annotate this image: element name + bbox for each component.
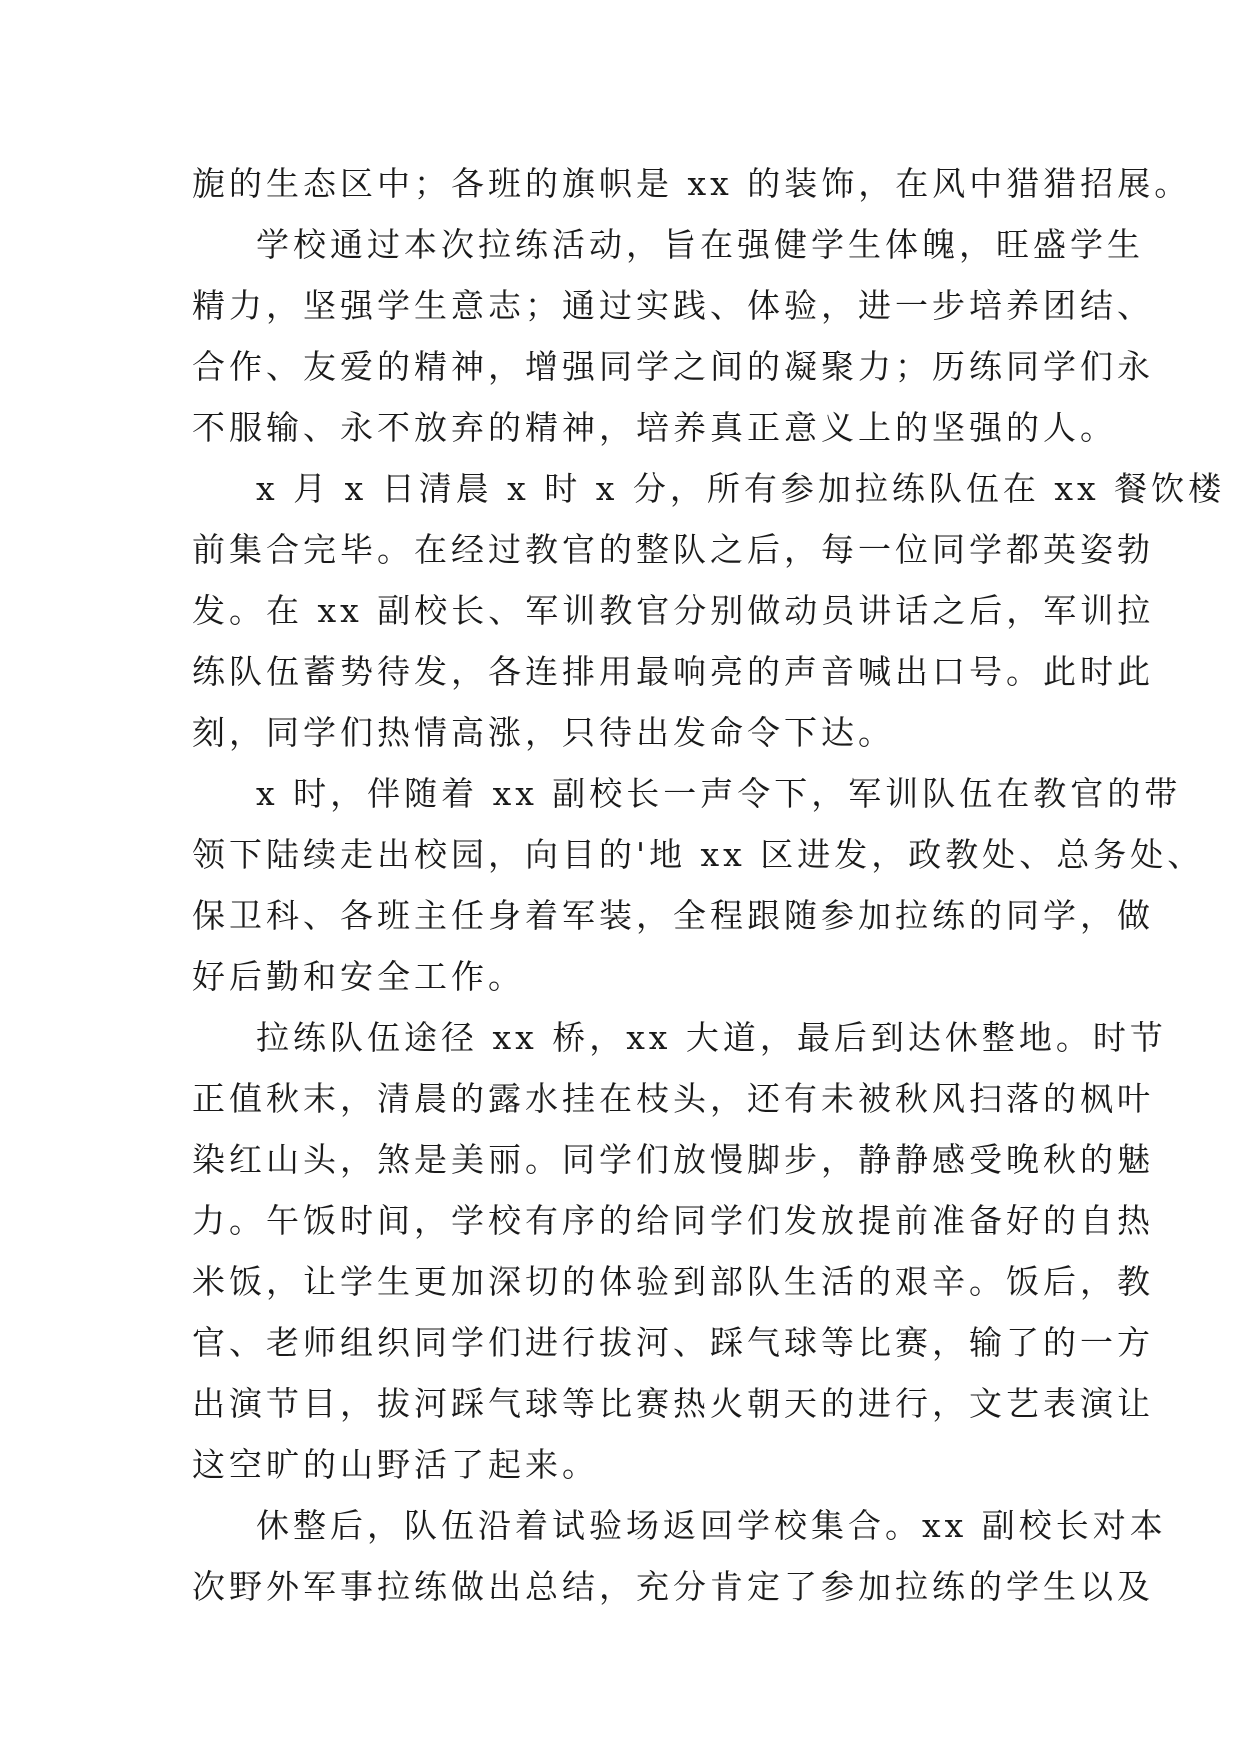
- text-line: 发。在 xx 副校长、军训教官分别做动员讲话之后，军训拉: [192, 591, 1155, 630]
- text-line: 官、老师组织同学们进行拔河、踩气球等比赛，输了的一方: [192, 1323, 1154, 1362]
- text-line: 米饭，让学生更加深切的体验到部队生活的艰辛。饭后，教: [192, 1262, 1154, 1301]
- text-line: 好后勤和安全工作。: [192, 957, 525, 996]
- paragraph-first-line: x 时，伴随着 xx 副校长一声令下，军训队伍在教官的带: [256, 774, 1182, 813]
- text-line: 合作、友爱的精神，增强同学之间的凝聚力；历练同学们永: [192, 347, 1154, 386]
- text-line: 练队伍蓄势待发，各连排用最响亮的声音喊出口号。此时此: [192, 652, 1154, 691]
- paragraph-first-line: 学校通过本次拉练活动，旨在强健学生体魄，旺盛学生: [256, 225, 1144, 264]
- paragraph-first-line: x 月 x 日清晨 x 时 x 分，所有参加拉练队伍在 xx 餐饮楼: [256, 469, 1226, 508]
- text-line: 刻，同学们热情高涨，只待出发命令下达。: [192, 713, 895, 752]
- text-line: 领下陆续走出校园，向目的'地 xx 区进发，政教处、总务处、: [192, 835, 1205, 874]
- text-line: 不服输、永不放弃的精神，培养真正意义上的坚强的人。: [192, 408, 1117, 447]
- text-line: 次野外军事拉练做出总结，充分肯定了参加拉练的学生以及: [192, 1567, 1154, 1606]
- text-line: 前集合完毕。在经过教官的整队之后，每一位同学都英姿勃: [192, 530, 1154, 569]
- text-line: 力。午饭时间，学校有序的给同学们发放提前准备好的自热: [192, 1201, 1154, 1240]
- paragraph-first-line: 休整后，队伍沿着试验场返回学校集合。xx 副校长对本: [256, 1506, 1167, 1545]
- text-line: 这空旷的山野活了起来。: [192, 1445, 599, 1484]
- text-line: 染红山头，煞是美丽。同学们放慢脚步，静静感受晚秋的魅: [192, 1140, 1154, 1179]
- text-line: 正值秋末，清晨的露水挂在枝头，还有未被秋风扫落的枫叶: [192, 1079, 1154, 1118]
- paragraph-first-line: 拉练队伍途径 xx 桥，xx 大道，最后到达休整地。时节: [256, 1018, 1167, 1057]
- text-line: 保卫科、各班主任身着军装，全程跟随参加拉练的同学，做: [192, 896, 1154, 935]
- text-line: 精力，坚强学生意志；通过实践、体验，进一步培养团结、: [192, 286, 1154, 325]
- text-line: 出演节目，拔河踩气球等比赛热火朝天的进行，文艺表演让: [192, 1384, 1154, 1423]
- text-line: 旎的生态区中；各班的旗帜是 xx 的装饰，在风中猎猎招展。: [192, 164, 1192, 203]
